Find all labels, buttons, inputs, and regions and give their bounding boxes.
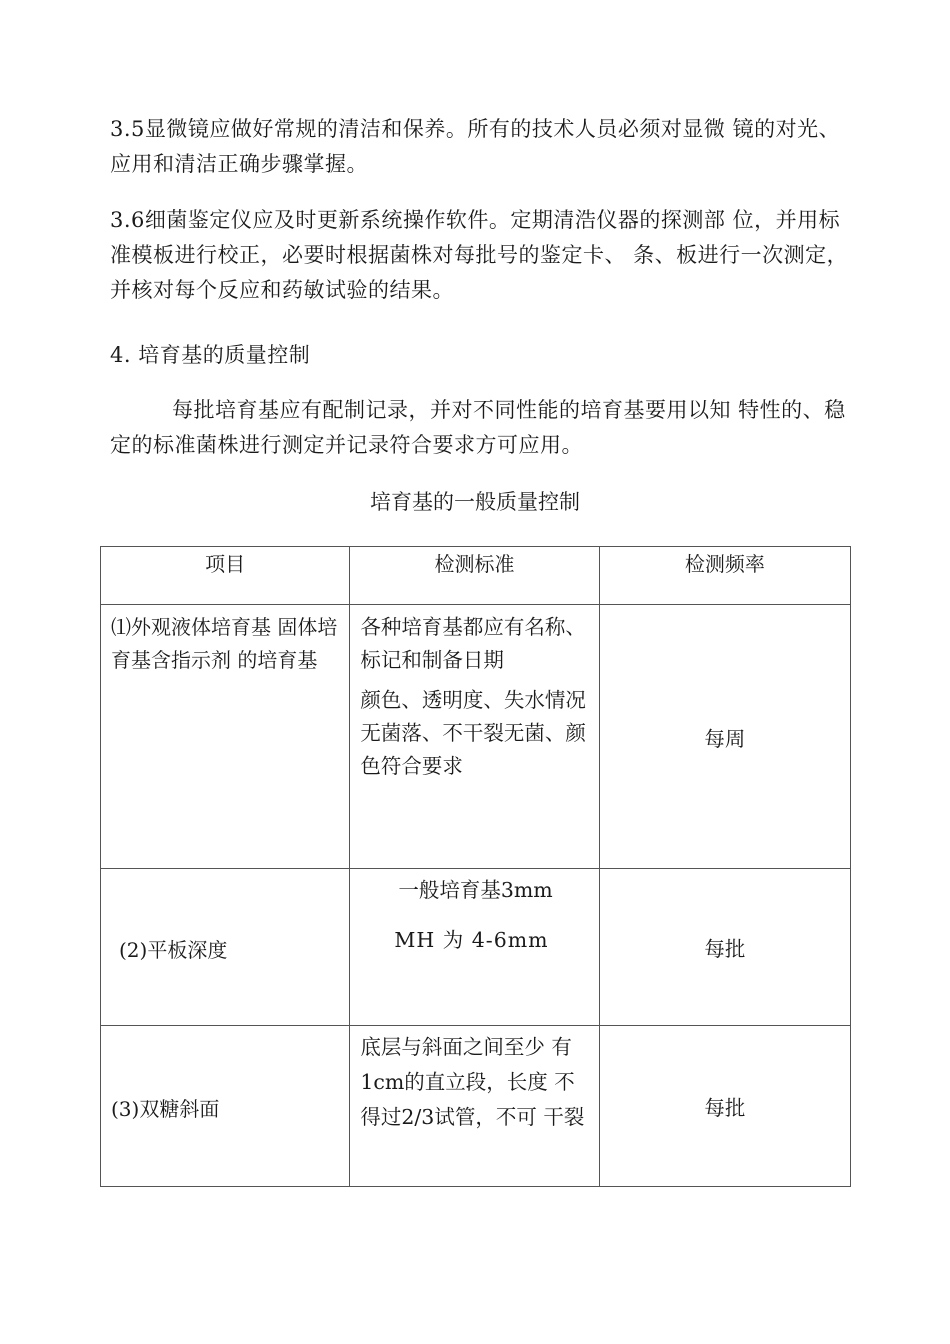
row-item: (2)平板深度	[119, 937, 228, 962]
table-row	[101, 605, 851, 869]
row-item: ⑴外观液体培育基 固体培育基含指示剂 的培育基	[111, 615, 338, 672]
row-item-cell	[101, 869, 350, 1026]
row-frequency: 每批	[599, 869, 850, 1026]
paragraph-4-body: 每批培育基应有配制记录，并对不同性能的培育基要用以知 特性的、稳定的标准菌株进行测定并记录符合要求方可应用。	[110, 398, 846, 457]
header-frequency: 检测频率	[599, 547, 850, 605]
row-item: (3)双糖斜面	[111, 1096, 220, 1121]
row-item-cell	[101, 1026, 350, 1187]
paragraph-3-5: 3.5显微镜应做好常规的清洁和保养。所有的技术人员必须对显微 镜的对光、应用和清洁正确步骤掌握。	[110, 117, 841, 176]
row-standard-cell	[350, 869, 599, 1026]
table-header-row	[101, 547, 851, 605]
row-frequency: 每批	[599, 1026, 850, 1187]
quality-control-table	[100, 546, 851, 1187]
row-standard-line: 底层与斜面之间至少 有1cm的直立段，长度 不得过2/3试管，不可 干裂	[360, 1035, 585, 1129]
row-standard-line: MH 为 4-6mm	[394, 928, 549, 952]
row-standard-line: 颜色、透明度、失水情况无菌落、不干裂无菌、颜色符合要求	[360, 688, 586, 778]
row-standard-cell	[350, 605, 599, 869]
row-item-cell	[101, 605, 350, 869]
paragraph-3-6: 3.6细菌鉴定仪应及时更新系统操作软件。定期清浩仪器的探测部 位，并用标准模板进行校正，必要时根据菌株对每批号的鉴定卡、 条、板进行一次测定，并核对每个反应和药敏试验的结果。	[110, 208, 849, 302]
row-standard-cell	[350, 1026, 599, 1187]
row-standard-line: 各种培育基都应有名称、标记和制备日期	[360, 615, 586, 672]
header-item: 项目	[101, 547, 350, 605]
section-heading-4: 4. 培育基的质量控制	[110, 343, 311, 367]
table-row	[101, 1026, 851, 1187]
header-standard: 检测标准	[350, 547, 599, 605]
row-frequency: 每周	[599, 605, 850, 869]
table-row	[101, 869, 851, 1026]
row-standard-line: 一般培育基3mm	[398, 878, 553, 902]
table-caption: 培育基的一般质量控制	[370, 490, 580, 514]
